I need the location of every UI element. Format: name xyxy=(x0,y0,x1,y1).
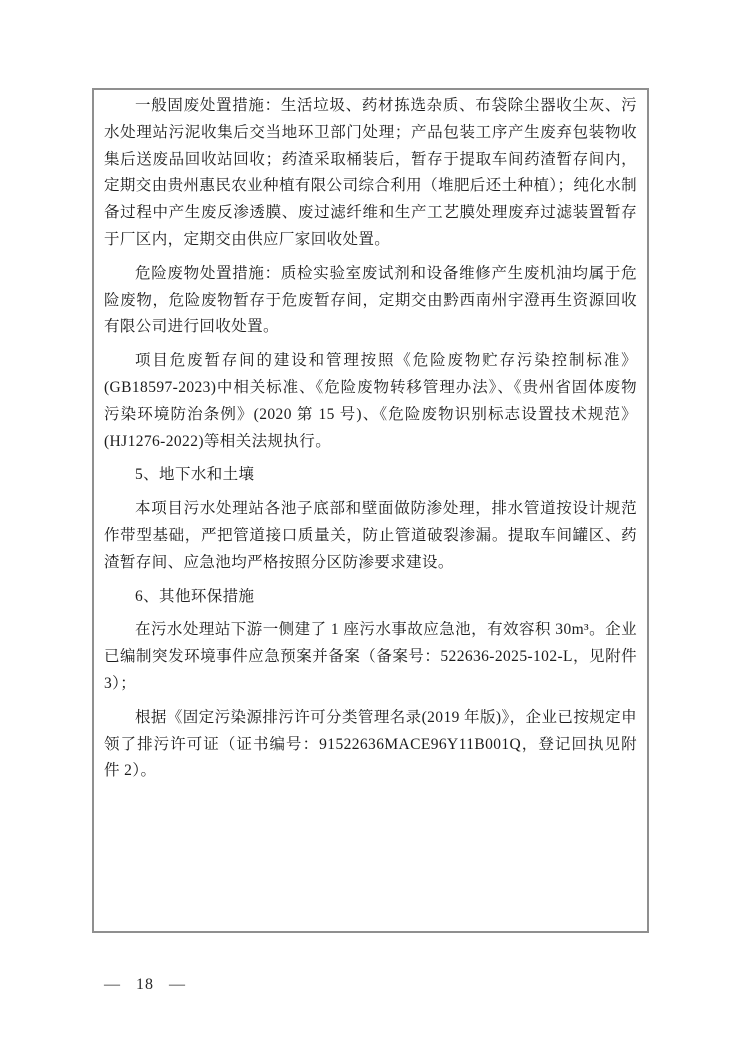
paragraph-anti-seepage: 本项目污水处理站各池子底部和壁面做防渗处理，排水管道按设计规范作带型基础，严把管道接口质量关，防止管道破裂渗漏。提取车间罐区、药渣暂存间、应急池均严格按照分区防渗要求建设。 xyxy=(104,500,637,571)
paragraph-emergency-pool: 在污水处理站下游一侧建了 1 座污水事故应急池，有效容积 30m³。企业已编制突发环境事件应急预案并备案（备案号：522636-2025-102-L，见附件 3）； xyxy=(104,621,637,692)
section-heading-groundwater-soil: 5、地下水和土壤 xyxy=(135,466,255,484)
section-heading-other-measures: 6、其他环保措施 xyxy=(135,587,255,605)
paragraph-pollutant-permit: 根据《固定污染源排污许可分类管理名录(2019 年版)》，企业已按规定申领了排污许可证（证书编号：91522636MACE96Y11B001Q，登记回执见附件 2）。 xyxy=(104,708,637,780)
content-table-cell xyxy=(92,88,649,933)
page-number: — 18 — xyxy=(104,976,186,993)
paragraph-hazardous-waste: 危险废物处置措施：质检实验室废试剂和设备维修产生废机油均属于危险废物，危险废物暂存于危废暂存间，定期交由黔西南州宇澄再生资源回收有限公司进行回收处置。 xyxy=(104,264,637,336)
paragraph-general-solid-waste: 一般固废处置措施：生活垃圾、药材拣选杂质、布袋除尘器收尘灰、污水处理站污泥收集后交当地环卫部门处理；产品包装工序产生废弃包装物收集后送废品回收站回收；药渣采取桶装后，暂存于提取车间药渣暂存间内，定期交由贵州惠民农业种植有限公司综合利用（堆肥后还土种植）；纯化水制备过程中产生废反渗透膜、废过滤纤维和生产工艺膜处理废弃过滤装置暂存于厂区内，定期交由供应厂家回收处置。 xyxy=(104,97,637,248)
paragraph-hazardous-waste-standards: 项目危废暂存间的建设和管理按照《危险废物贮存污染控制标准》(GB18597-2023)中相关标准、《危险废物转移管理办法》、《贵州省固体废物污染环境防治条例》(2020 第 15 号)、《危险废物识别标志设置技术规范》(HJ1276-2022)等相关法规执行。 xyxy=(104,352,637,450)
